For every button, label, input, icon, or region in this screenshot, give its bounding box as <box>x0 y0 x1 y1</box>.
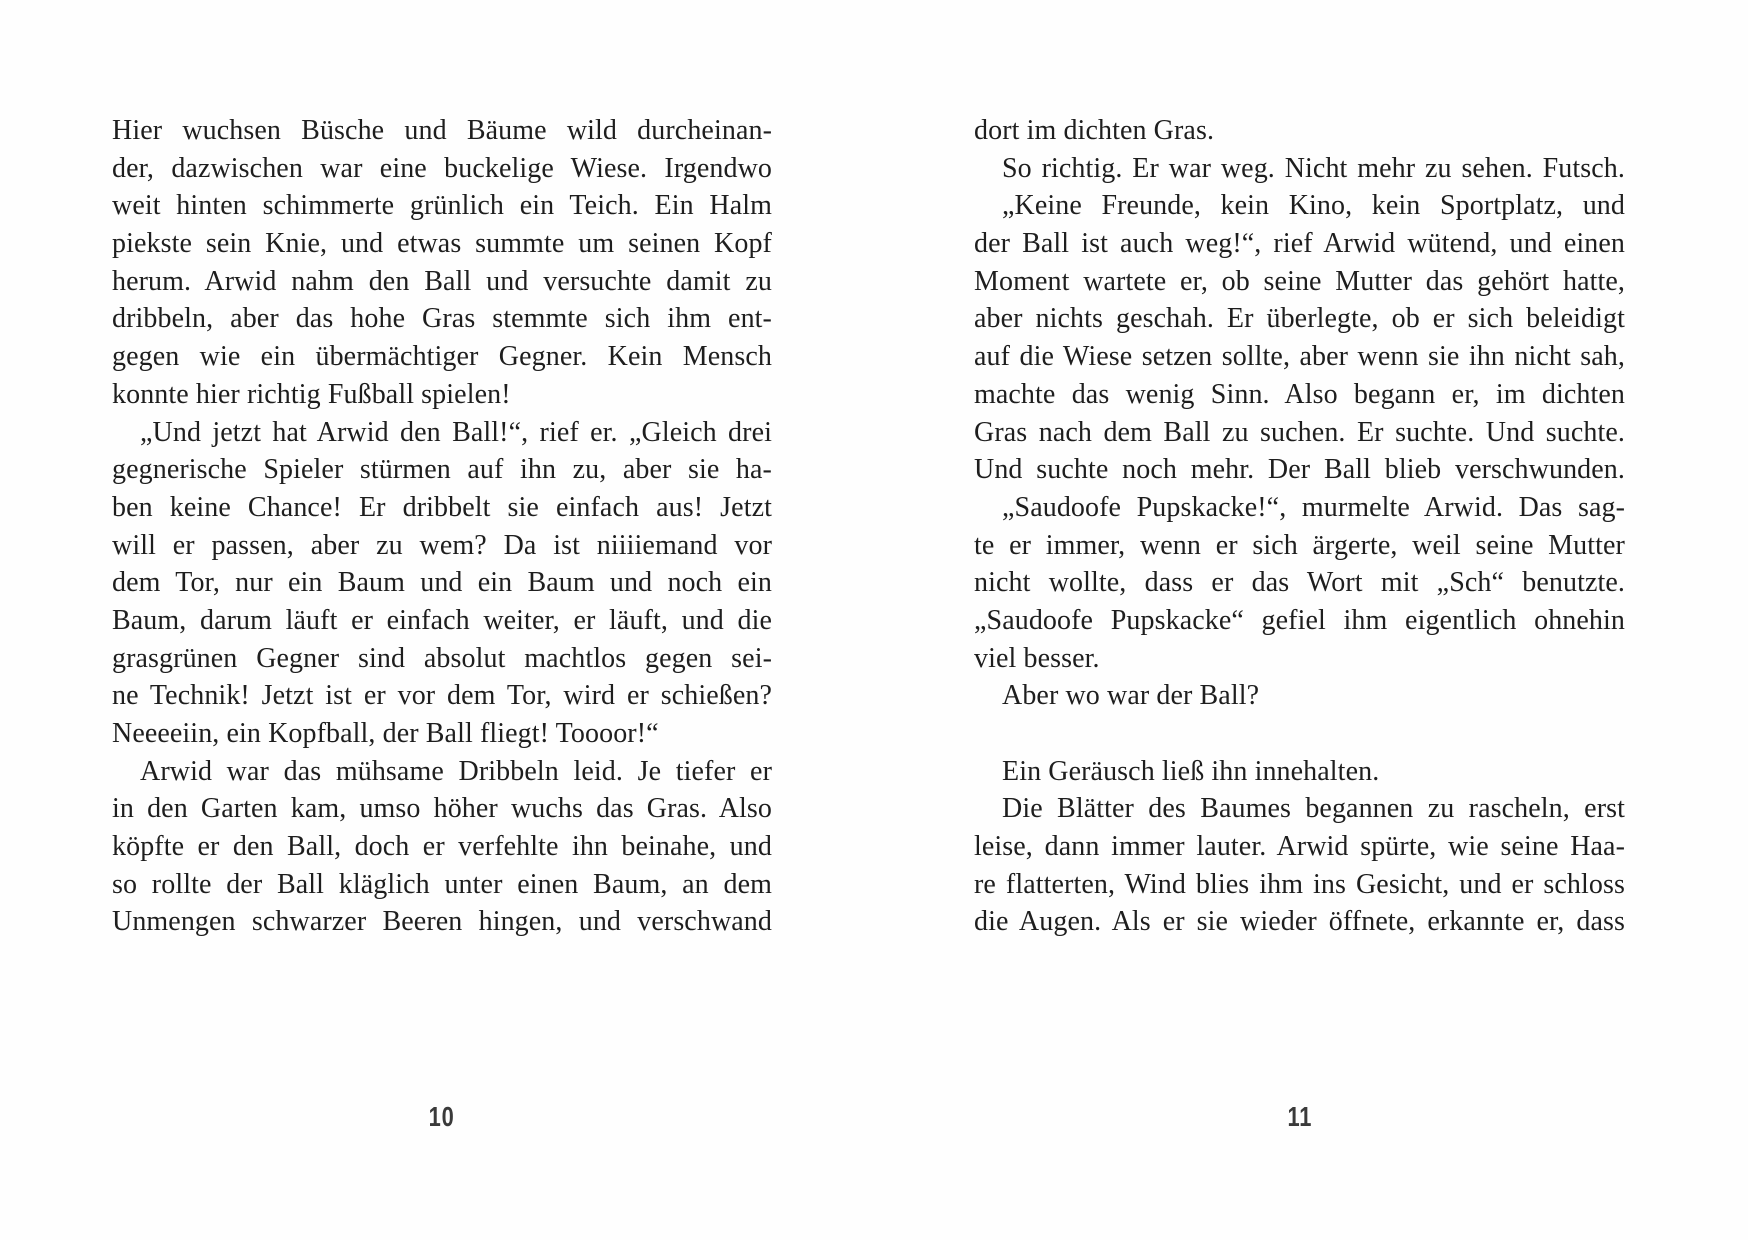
text-line: „Saudoofe Pupskacke“ gefiel ihm eigentlich ohnehin <box>974 604 1625 636</box>
text-line: Neeeeiin, ein Kopfball, der Ball fliegt! Toooor!“ <box>112 718 659 749</box>
text-line: köpfte er den Ball, doch er verfehlte ihn beinahe, und <box>112 831 772 863</box>
text-line: aber nichts geschah. Er überlegte, ob er sich beleidigt <box>974 303 1625 335</box>
text-line: der, dazwischen war eine buckelige Wiese. Irgendwo <box>112 152 772 184</box>
text-line: in den Garten kam, umso höher wuchs das Gras. Also <box>112 793 772 825</box>
text-line: Gras nach dem Ball zu suchen. Er suchte. Und suchte. <box>974 416 1625 448</box>
page-number-right-value: 11 <box>1287 1101 1312 1132</box>
text-line: dem Tor, nur ein Baum und ein Baum und noch ein <box>112 567 772 599</box>
text-line: „Saudoofe Pupskacke!“, murmelte Arwid. Das sag- <box>1002 491 1625 523</box>
text-line: piekste sein Knie, und etwas summte um seinen Kopf <box>112 228 772 260</box>
text-line: konnte hier richtig Fußball spielen! <box>112 378 511 410</box>
text-line: der Ball ist auch weg!“, rief Arwid wütend, und einen <box>974 228 1625 260</box>
text-line: die Augen. Als er sie wieder öffnete, erkannte er, dass <box>974 906 1625 938</box>
text-line: dort im dichten Gras. <box>974 115 1215 146</box>
page-left-text-column <box>112 112 772 941</box>
text-line: gegnerische Spieler stürmen auf ihn zu, aber sie ha- <box>112 454 772 486</box>
text-line: weit hinten schimmerte grünlich ein Teich. Ein Halm <box>112 190 772 222</box>
text-line: Die Blätter des Baumes begannen zu rascheln, erst <box>1002 793 1625 825</box>
text-line: leise, dann immer lauter. Arwid spürte, wie seine Haa- <box>974 831 1625 863</box>
text-line: ne Technik! Jetzt ist er vor dem Tor, wird er schießen? <box>112 680 772 712</box>
page-right <box>874 0 1748 1240</box>
text-line: nicht wollte, dass er das Wort mit „Sch“ benutzte. <box>974 567 1625 599</box>
page-number-right <box>974 1101 1625 1133</box>
text-line: So richtig. Er war weg. Nicht mehr zu sehen. Futsch. <box>1002 152 1625 184</box>
text-line: auf die Wiese setzen sollte, aber wenn sie ihn nicht sah, <box>974 341 1625 373</box>
text-line: Baum, darum läuft er einfach weiter, er läuft, und die <box>112 604 772 636</box>
text-line: ben keine Chance! Er dribbelt sie einfach aus! Jetzt <box>112 491 772 523</box>
text-line: herum. Arwid nahm den Ball und versuchte damit zu <box>112 265 772 297</box>
text-line: „Und jetzt hat Arwid den Ball!“, rief er. „Gleich drei <box>140 416 772 448</box>
text-line: Ein Geräusch ließ ihn innehalten. <box>1002 755 1380 787</box>
blank-line <box>974 715 1625 753</box>
text-line: viel besser. <box>974 642 1100 674</box>
text-line: so rollte der Ball kläglich unter einen Baum, an dem <box>112 868 772 900</box>
text-line: will er passen, aber zu wem? Da ist niiiiemand vor <box>112 529 772 561</box>
text-line: Unmengen schwarzer Beeren hingen, und verschwand <box>112 906 772 938</box>
text-line: Moment wartete er, ob seine Mutter das gehört hatte, <box>974 265 1625 297</box>
text-line: Und suchte noch mehr. Der Ball blieb verschwunden. <box>974 454 1625 486</box>
text-line: re flatterten, Wind blies ihm ins Gesicht, und er schloss <box>974 868 1625 900</box>
text-line: Hier wuchsen Büsche und Bäume wild durcheinan- <box>112 115 772 146</box>
text-line: dribbeln, aber das hohe Gras stemmte sich ihm ent- <box>112 303 772 335</box>
text-line: gegen wie ein übermächtiger Gegner. Kein Mensch <box>112 341 772 373</box>
page-number-left <box>112 1101 772 1133</box>
text-line: grasgrünen Gegner sind absolut machtlos gegen sei- <box>112 642 772 674</box>
text-line: Aber wo war der Ball? <box>1002 680 1260 712</box>
page-number-left-value: 10 <box>429 1101 455 1132</box>
text-line: Arwid war das mühsame Dribbeln leid. Je tiefer er <box>140 755 772 787</box>
text-line: machte das wenig Sinn. Also begann er, im dichten <box>974 378 1625 410</box>
text-line: te er immer, wenn er sich ärgerte, weil seine Mutter <box>974 529 1625 561</box>
page-right-text-column <box>974 112 1625 941</box>
text-line: „Keine Freunde, kein Kino, kein Sportplatz, und <box>1002 190 1625 222</box>
